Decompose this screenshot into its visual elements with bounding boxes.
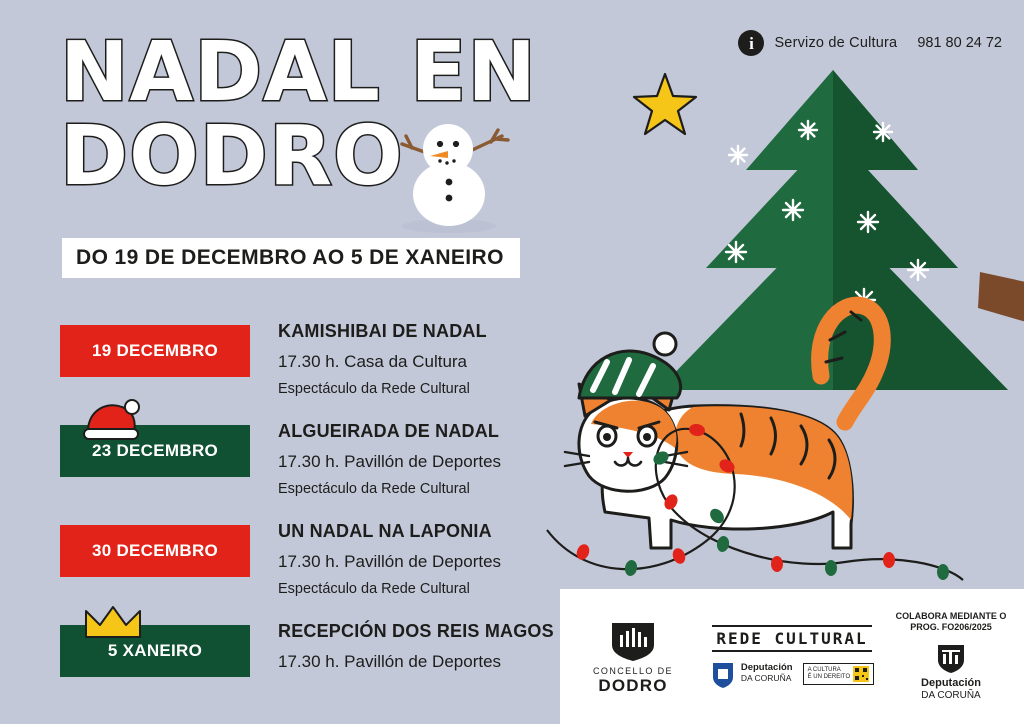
rede-cultural-block: [700, 625, 884, 689]
event-row: [60, 621, 580, 724]
deputacion-small-bottom: DA CORUÑA: [740, 673, 792, 684]
date-range-banner: DO 19 DE DECEMBRO AO 5 DE XANEIRO: [62, 238, 520, 278]
info-icon: i: [738, 30, 764, 56]
snowman: [386, 108, 526, 243]
deputacion-small-top: Deputación: [740, 662, 793, 674]
title-line-1: NADAL EN: [60, 25, 538, 120]
rede-cultural-label: REDE CULTURAL: [712, 625, 871, 652]
event-date-badge: 5 XANEIRO: [60, 625, 250, 677]
star-icon: [630, 70, 700, 145]
event-date-badge: 23 DECEMBRO: [60, 425, 250, 477]
contact-info: [738, 30, 1002, 56]
xunta-culture-badge: [803, 663, 875, 685]
logo-deputacion-small: [710, 659, 793, 689]
contact-phone: 981 80 24 72: [917, 35, 1002, 51]
crown-icon: [82, 603, 144, 648]
concello-main-label: DODRO: [598, 676, 668, 695]
colabora-block: [892, 611, 1010, 703]
deputacion-right-bottom: DA CORUÑA: [921, 690, 981, 702]
cat-with-lights: [545, 280, 965, 615]
event-title: RECEPCIÓN DOS REIS MAGOS: [278, 621, 554, 641]
event-texts: [278, 421, 501, 497]
contact-label: Servizo de Cultura: [774, 35, 898, 51]
event-subtitle: Espectáculo da Rede Cultural: [278, 381, 470, 397]
logo-concello-dodro: [574, 617, 692, 696]
santa-hat-icon: [82, 399, 142, 446]
event-time: 17.30 h. Pavillón de Deportes: [278, 652, 502, 671]
event-subtitle: Espectáculo da Rede Cultural: [278, 581, 470, 597]
event-title: KAMISHIBAI DE NADAL: [278, 321, 487, 341]
event-texts: [278, 521, 501, 597]
event-time: 17.30 h. Casa da Cultura: [278, 352, 468, 371]
logo-deputacion-right: [892, 640, 1010, 702]
xunta-line-1: A CULTURA: [807, 666, 841, 673]
concello-sub-label: CONCELLO DE: [593, 666, 673, 676]
deputacion-right-top: Deputación: [921, 677, 981, 690]
title-line-2: DODRO: [60, 108, 404, 204]
event-schedule: [60, 321, 580, 724]
event-row: [60, 421, 580, 525]
event-date-badge: 30 DECEMBRO: [60, 525, 250, 577]
deputacion-small-text: [741, 663, 793, 684]
event-date-badge: 19 DECEMBRO: [60, 325, 250, 377]
event-texts: [278, 621, 554, 681]
event-time: 17.30 h. Pavillón de Deportes: [278, 452, 502, 471]
xunta-line-2: É UN DEREITO: [807, 673, 851, 680]
deputacion-right-text: [892, 677, 1010, 702]
colabora-text: COLABORA MEDIANTE O PROG. FO206/2025: [895, 610, 1007, 633]
event-time: 17.30 h. Pavillón de Deportes: [278, 552, 502, 571]
xunta-mark-icon: [853, 666, 869, 682]
footer-logos: [560, 589, 1024, 724]
event-subtitle: Espectáculo da Rede Cultural: [278, 481, 470, 497]
event-title: UN NADAL NA LAPONIA: [278, 521, 492, 541]
event-title: ALGUEIRADA DE NADAL: [278, 421, 500, 441]
event-texts: [278, 321, 487, 397]
